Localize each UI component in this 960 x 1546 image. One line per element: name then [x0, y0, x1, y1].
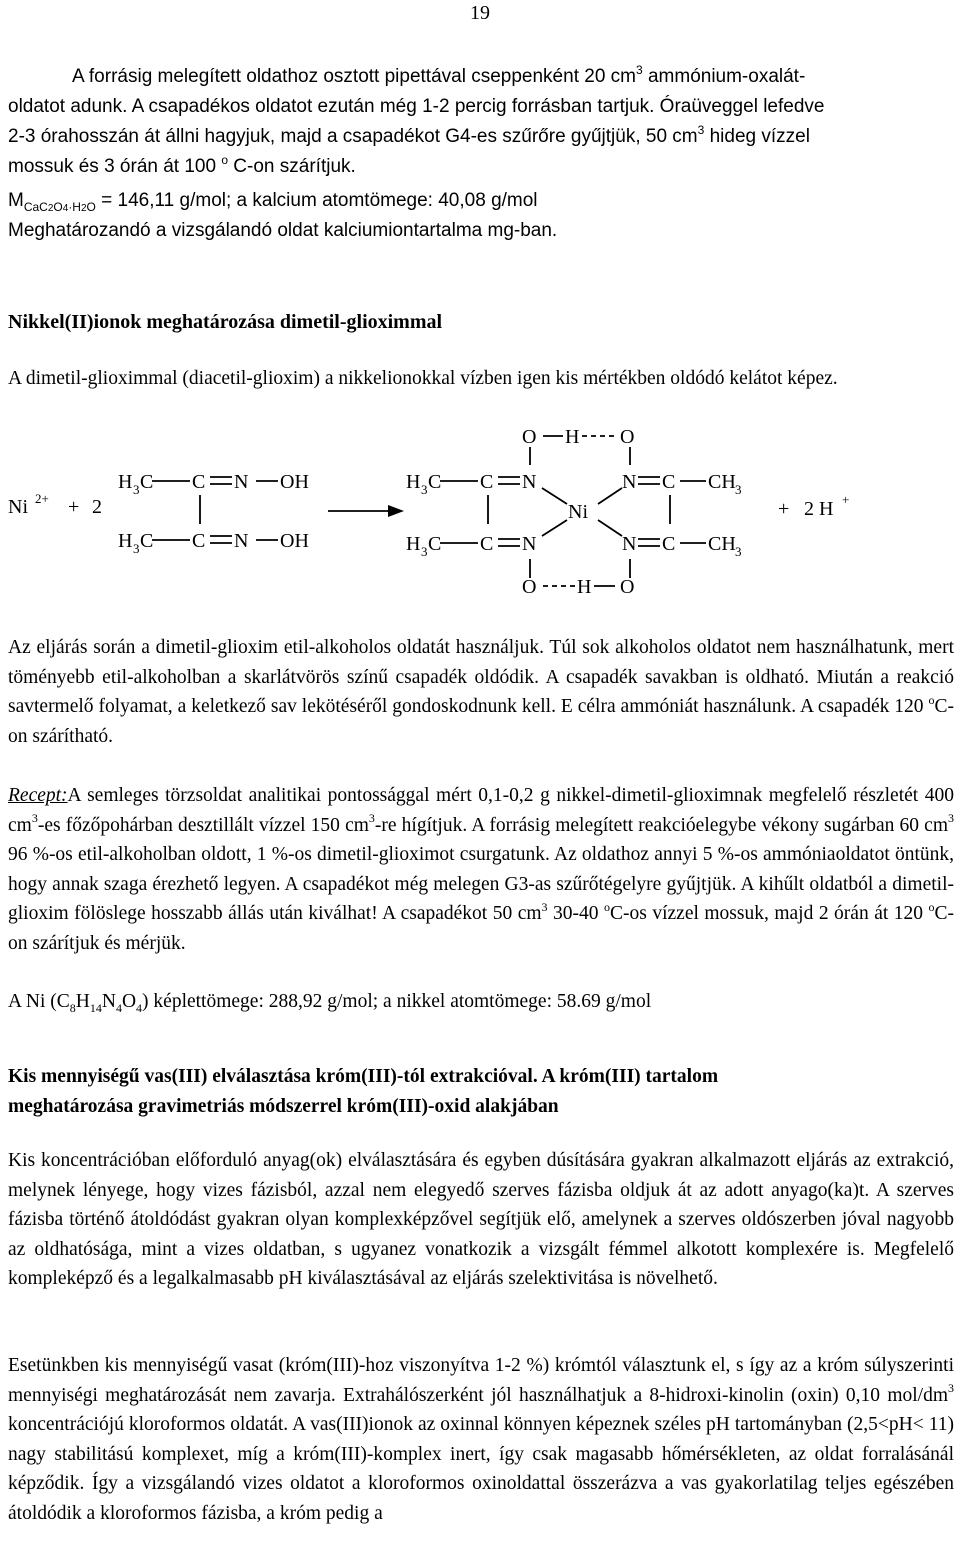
calcium-line-2: oldatot adunk. A csapadékos oldatot ezután még 1-2 percig forrásban tartjuk. Óraüveggel lefedve [8, 96, 825, 117]
ni-center: Ni [568, 501, 588, 523]
recipe-label: Recept: [8, 785, 68, 806]
nickel-section-heading: Nikkel(II)ionok meghatározása dimetil-glioximmal [8, 311, 443, 333]
atom-o: O [620, 576, 635, 598]
atom-n: N [234, 471, 249, 493]
page-number: 19 [470, 2, 490, 24]
atom-c: C [662, 471, 676, 493]
reaction-arrow-head [388, 505, 404, 517]
atom-c: C [662, 533, 676, 555]
molar-mass-line: $M_{CaC2O4\cdot H2O} = 146,11$ g/mol; a kalcium atomtömege: 40,08 g/mol [8, 190, 538, 214]
sub-3: 3 [735, 482, 742, 497]
atom-n: N [622, 533, 637, 555]
group-ch: CH [708, 471, 736, 493]
atom-n: N [522, 533, 537, 555]
iron-chromium-section-heading [8, 1062, 954, 1122]
calcium-line-4: mossuk és 3 órán át 100 $^o$ C-on szárítjuk. [8, 152, 356, 177]
atom-h: H [118, 530, 133, 552]
atom-h: H [118, 471, 133, 493]
group-oh: OH [280, 471, 309, 493]
plus-sign: + [778, 498, 790, 520]
nickel-intro: A dimetil-glioximmal (diacetil-glioxim) a nikkelionokkal vízben igen kis mértékben oldódó kelátot képez. [8, 368, 838, 389]
proton-product: 2 H [804, 498, 834, 520]
ni-charge: 2+ [35, 491, 49, 506]
atom-c: C [192, 471, 206, 493]
atom-n: N [622, 471, 637, 493]
ethanol-paragraph: Az eljárás során a dimetil-glioxim etil-alkoholos oldatát használjuk. Túl sok alkoholos oldatot nem használhatunk, mert töményebb etil-alkoholban a skarlátvörös színű csapadék oldódik. A csapadék savakban is oldható. Miután a reakció savtermelő folyamat, a keletkező sav lekötéséről gondoskodnunk kell. E célra ammóniát használunk. A csapadék 120 $^o$C-on szárítható. [8, 637, 954, 747]
atom-c: C [140, 530, 154, 552]
calcium-line-3: 2-3 órahosszán át állni hagyjuk, majd a csapadékot G4-es szűrőre gyűjtjük, 50 $cm^3$ hideg vízzel [8, 122, 810, 147]
atom-c: C [192, 530, 206, 552]
group-oh: OH [280, 530, 309, 552]
atom-o: O [522, 426, 537, 448]
atom-h: H [577, 576, 592, 598]
calcium-paragraph [8, 62, 954, 246]
sub-3: 3 [421, 482, 428, 497]
extraction-paragraph: Kis koncentrációban előforduló anyag(ok) elválasztására és egyben dúsítására gyakran alkalmazott eljárás az extrakció, melynek lényege, hogy vizes fázisból, azzal nem elegyedő szerves fázisba oldjuk át az adott anyago(ka)t. A szerves fázisba történő átoldódást gyakran olyan komplexképzővel segítjük elő, amelynek a szerves oldószerben jóval nagyobb az oldhatósága, mint a vizes oldatban, s ugyanez vonatkozik a vizsgált fémmel alkotott komplexére is. Megfelelő kompleképző és a legalkalmasabb pH kiválasztásával az eljárás szelektivitása is növelhető. [8, 1150, 954, 1290]
atom-h: H [565, 426, 580, 448]
atom-n: N [522, 471, 537, 493]
atom-c: C [140, 471, 154, 493]
task-line: Meghatározandó a vizsgálandó oldat kalciumiontartalma mg-ban. [8, 220, 558, 241]
calcium-line-1: A forrásig melegített oldathoz osztott pipettával cseppenként 20 $cm^3$ ammónium-oxalát- [72, 62, 806, 87]
atom-c: C [428, 533, 442, 555]
atom-o: O [522, 576, 537, 598]
formula-weight-line: A Ni $(C_8H_{14}N_4O_4)$ képlettömege: 288,92 g/mol; a nikkel atomtömege: 58.69 g/mol [8, 991, 652, 1015]
ni-ion: Ni [8, 496, 28, 518]
heading-line-2: meghatározása gravimetriás módszerrel króm(III)-oxid alakjában [8, 1096, 559, 1117]
recipe-paragraph: Recept:A semleges törzsoldat analitikai pontossággal mért 0,1-0,2 g nikkel-dimetil-glioximnak megfelelő részletét 400 $cm^3-es$ főzőpohárban desztillált vízzel 150 $cm^3-re$ hígítjuk. A forrásig melegített reakcióelegybe vékony sugárban 60 $cm^3$ 96 %-os etil-alkoholban oldott, 1 %-os dimetil-glioximot csurgatunk. Az oldathoz annyi 5 %-os ammóniaoldatot öntünk, hogy annak szaga érezhető legyen. A csapadékot még melegen G3-as szűrőtégelyre gyűjtjük. A kihűlt oldatból a dimetil-glioxim fölöslege hosszabb állás után kiválhat! A csapadékot 50 $cm^3$ 30-40 $^o$C-os vízzel mossuk, majd 2 órán át 120 $^o$C-on szárítjuk és mérjük. [8, 785, 954, 954]
proton-charge: + [842, 492, 850, 507]
plus-sign: + [68, 496, 80, 518]
atom-o: O [620, 426, 635, 448]
atom-h: H [406, 471, 421, 493]
sub-3: 3 [133, 541, 140, 556]
group-ch: CH [708, 533, 736, 555]
dimethylglyoxime-reaction-scheme [0, 418, 960, 608]
atom-c: C [480, 471, 494, 493]
heading-line-1: Kis mennyiségű vas(III) elválasztása króm(III)-tól extrakcióval. A króm(III) tartalom [8, 1066, 719, 1087]
sub-3: 3 [421, 544, 428, 559]
coefficient: 2 [92, 496, 102, 518]
atom-h: H [406, 533, 421, 555]
sub-3: 3 [133, 482, 140, 497]
atom-c: C [480, 533, 494, 555]
sub-3: 3 [735, 544, 742, 559]
atom-n: N [234, 530, 249, 552]
oxine-paragraph: Esetünkben kis mennyiségű vasat (króm(III)-hoz viszonyítva 1-2 %) krómtól választunk el, s így az a króm súlyszerinti mennyiségi meghatározását nem zavarja. Extrahálószerként jól használhatjuk a 8-hidroxi-kinolin (oxin) 0,10 mol/$dm^3$ koncentrációjú kloroformos oldatát. A vas(III)ionok az oxinnal könnyen képeznek széles pH tartományban (2,5<pH< 11) nagy stabilitású komplexet, míg a króm(III)-komplex inert, így csak magasabb hőmérsékleten, az oldat forralásánál képződik. Így a vizsgálandó vizes oldatot a kloroformos oxinoldattal összerázva a vas gyakorlatilag teljes egészében átoldódik a kloroformos fázisba, a króm pedig a [8, 1355, 954, 1524]
atom-c: C [428, 471, 442, 493]
